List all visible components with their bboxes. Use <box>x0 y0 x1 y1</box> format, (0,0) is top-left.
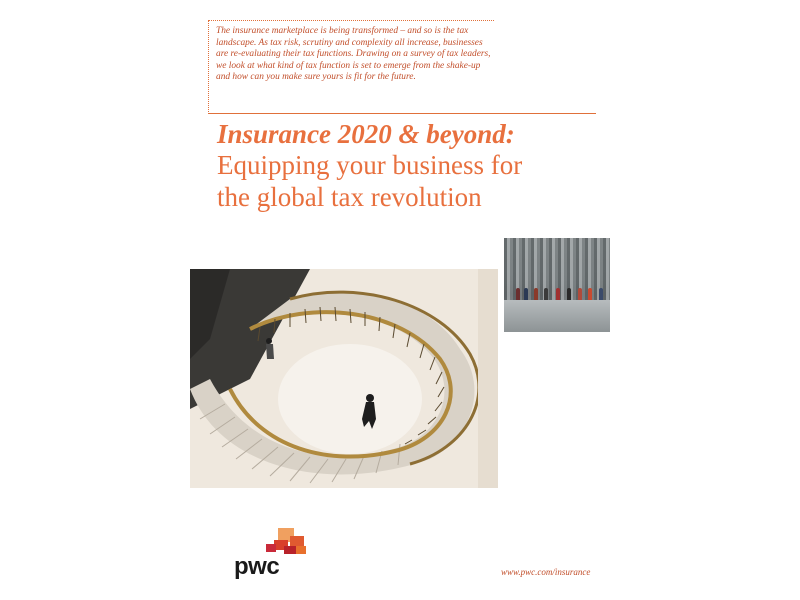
intro-dotted-border-left <box>208 20 209 112</box>
plaza-person <box>567 288 571 300</box>
page-subtitle <box>217 149 607 213</box>
website-url[interactable]: www.pwc.com/insurance <box>501 567 591 577</box>
intro-text: The insurance marketplace is being transformed – and so is the tax landscape. As tax risk, scrutiny and complexity all increase, businesses are re-evaluating their tax functions. Drawing on a survey of tax leaders, we look at what kind of tax function is set to emerge from the shake-up and how can you make sure yours is fit for the future. <box>216 26 491 83</box>
title-rule <box>208 113 596 114</box>
plaza-person <box>599 288 603 300</box>
plaza-person <box>556 288 560 300</box>
spiral-staircase-photo <box>190 269 498 488</box>
plaza-person <box>524 288 528 300</box>
plaza-person <box>534 288 538 300</box>
subtitle-line-1: Equipping your business for <box>217 150 523 180</box>
page-title: Insurance 2020 & beyond: <box>217 119 515 149</box>
plaza-person <box>516 288 520 300</box>
subtitle-line-2: the global tax revolution <box>217 182 482 212</box>
plaza-person <box>544 288 548 300</box>
staircase-illustration <box>190 269 498 488</box>
pwc-logo-text: pwc <box>234 553 280 580</box>
plaza-photo <box>504 238 610 332</box>
plaza-floor <box>504 300 610 332</box>
intro-dotted-border-top <box>208 20 494 21</box>
plaza-person <box>588 288 592 300</box>
plaza-person <box>578 288 582 300</box>
